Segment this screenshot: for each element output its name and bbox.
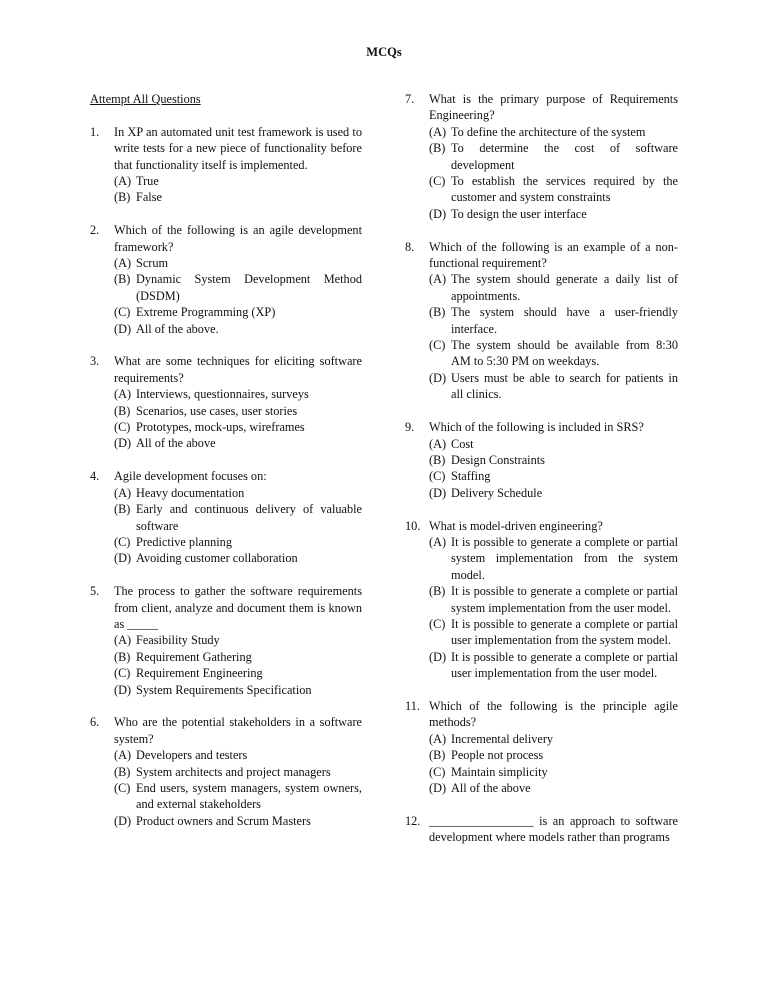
option-text: It is possible to generate a complete or partial user implementation from the user model. [451,649,678,681]
option-text: The system should be available from 8:30 AM to 5:30 PM on weekdays. [451,338,678,369]
option-label: (C) [429,174,446,189]
answer-option [429,649,678,682]
option-text: Predictive planning [136,534,232,549]
answer-option [114,747,362,763]
question-text: The process to gather the software requirements from client, analyze and document them is known as _____ [114,584,362,631]
answer-option [429,140,678,173]
question-item [405,419,678,501]
question-body [114,583,362,698]
question-text: Who are the potential stakeholders in a software system? [114,715,362,746]
option-label: (C) [429,469,446,484]
option-label: (C) [114,780,131,795]
answer-option [429,452,678,468]
question-text: What are some techniques for eliciting software requirements? [114,354,362,385]
question-number: 4. [90,469,100,484]
option-text: Prototypes, mock-ups, wireframes [136,420,305,435]
page-title: MCQs [366,45,402,59]
question-item [405,813,678,846]
option-label: (D) [114,436,132,451]
answer-option [429,764,678,780]
option-label: (C) [114,420,131,435]
question-list [90,124,362,829]
option-text: Design Constraints [451,452,545,467]
answer-option [114,386,362,402]
question-item [90,468,362,566]
answer-option [114,649,362,665]
option-text: Staffing [451,469,491,484]
option-label: (B) [429,452,446,467]
option-text: The system should have a user-friendly interface. [451,305,678,336]
answer-option [429,370,678,403]
right-column [405,91,678,862]
option-text: Early and continuous delivery of valuable software [136,502,362,533]
option-label: (A) [114,748,132,763]
question-item [90,583,362,698]
option-text: To establish the services required by the customer and system constraints [451,174,678,205]
answer-option [114,271,362,304]
option-label: (A) [429,436,447,451]
option-label: (A) [114,174,132,189]
option-label: (B) [429,748,446,763]
question-text: Which of the following is an agile development framework? [114,223,362,254]
answer-option [114,173,362,189]
option-label: (B) [429,141,446,156]
answer-option [429,436,678,452]
answer-option [429,731,678,747]
option-label: (D) [114,321,132,336]
question-body [429,698,678,796]
answer-option [114,403,362,419]
question-text: Which of the following is an example of a non-functional requirement? [429,239,678,271]
question-number: 9. [405,420,415,435]
answer-option [429,337,678,370]
option-label: (B) [114,649,131,664]
answer-option [429,780,678,796]
option-label: (C) [429,616,446,631]
option-label: (D) [114,813,132,828]
answer-option [429,747,678,763]
answer-option [429,271,678,304]
option-text: To define the architecture of the system [451,124,646,139]
option-text: Scrum [136,256,169,271]
option-text: People not process [451,748,544,763]
answer-option [429,124,678,140]
answer-option [114,550,362,566]
question-list [405,91,678,846]
option-label: (B) [114,272,131,287]
option-text: Scenarios, use cases, user stories [136,403,298,418]
answer-option [114,780,362,813]
option-text: It is possible to generate a complete or partial system implementation from the user model. [451,584,678,615]
answer-option [114,255,362,271]
option-label: (D) [429,370,447,385]
option-label: (B) [114,190,131,205]
option-text: True [136,174,159,189]
option-text: End users, system managers, system owners, and external stakeholders [136,780,362,812]
question-item [90,222,362,337]
question-body [114,353,362,451]
answer-option [429,485,678,501]
option-label: (C) [429,338,446,353]
option-text: It is possible to generate a complete or partial system implementation from the system model. [451,534,678,582]
option-label: (B) [114,403,131,418]
question-body [114,714,362,829]
option-label: (C) [114,666,131,681]
option-label: (C) [429,764,446,779]
answer-option [114,419,362,435]
answer-option [114,501,362,534]
option-label: (D) [429,781,447,795]
option-label: (D) [429,485,447,500]
question-body [429,518,678,682]
answer-option [429,616,678,649]
answer-option [429,304,678,337]
question-number: 11. [405,698,420,713]
option-text: To determine the cost of software development [451,141,678,172]
question-text: In XP an automated unit test framework is used to write tests for a new piece of functionality before that functionality itself is implemented. [114,124,362,172]
option-text: All of the above [136,436,216,451]
answer-option [114,632,362,648]
question-body [114,124,362,206]
option-text: Extreme Programming (XP) [136,305,276,320]
answer-option [429,173,678,206]
option-label: (A) [429,124,447,139]
option-text: Dynamic System Development Method (DSDM) [136,272,362,303]
option-text: Heavy documentation [136,485,245,500]
option-text: Feasibility Study [136,633,220,648]
question-number: 2. [90,223,100,238]
answer-option [114,665,362,681]
option-text: False [136,190,162,205]
option-text: All of the above [451,781,531,795]
option-label: (D) [114,551,132,566]
answer-option [429,534,678,583]
option-label: (B) [429,305,446,320]
option-text: Requirement Engineering [136,666,263,681]
question-number: 3. [90,354,100,369]
question-text: What is the primary purpose of Requirements Engineering? [429,92,678,123]
answer-option [429,583,678,616]
option-text: Developers and testers [136,748,248,763]
option-label: (A) [114,485,132,500]
option-label: (B) [114,764,131,779]
question-body [429,813,678,846]
answer-option [429,468,678,484]
option-label: (A) [114,633,132,648]
question-item [405,698,678,796]
answer-option [114,435,362,451]
option-text: Incremental delivery [451,731,554,746]
option-label: (A) [429,731,447,746]
question-text: Agile development focuses on: [114,469,267,484]
option-text: Cost [451,436,474,451]
answer-option [114,813,362,829]
question-item [90,714,362,829]
option-text: Interviews, questionnaires, surveys [136,387,309,402]
answer-option [114,304,362,320]
question-item [90,124,362,206]
option-label: (D) [429,649,447,664]
question-text: Which of the following is the principle agile methods? [429,698,678,730]
option-text: Product owners and Scrum Masters [136,813,311,828]
question-body [429,419,678,501]
option-label: (C) [114,534,131,549]
option-text: System Requirements Specification [136,682,312,697]
instruction-heading: Attempt All Questions [90,92,201,106]
question-number: 1. [90,124,100,139]
question-text: Which of the following is included in SRS? [429,420,644,435]
option-text: To design the user interface [451,206,587,221]
option-label: (B) [429,584,446,599]
option-text: Maintain simplicity [451,764,548,779]
option-text: All of the above. [136,321,219,336]
option-text: Users must be able to search for patients in all clinics. [451,370,678,402]
question-item [405,239,678,403]
question-body [114,468,362,566]
option-text: System architects and project managers [136,764,331,779]
answer-option [114,321,362,337]
answer-option [114,485,362,501]
option-label: (B) [114,502,131,517]
question-number: 7. [405,92,415,106]
answer-option [429,206,678,222]
answer-option [114,189,362,205]
option-label: (D) [429,206,447,221]
question-text: _________________ is an approach to software development where models rather than programs [429,813,678,845]
option-label: (D) [114,682,132,697]
question-item [90,353,362,451]
question-body [114,222,362,337]
option-label: (A) [429,272,447,287]
option-label: (A) [114,256,132,271]
question-body [429,91,678,222]
answer-option [114,682,362,698]
answer-option [114,534,362,550]
question-number: 12. [405,813,421,828]
question-number: 5. [90,584,100,599]
option-text: It is possible to generate a complete or partial user implementation from the system model. [451,616,678,648]
question-number: 6. [90,715,100,730]
option-label: (A) [429,534,447,549]
question-body [429,239,678,403]
question-number: 8. [405,239,415,254]
option-text: The system should generate a daily list of appointments. [451,272,678,303]
option-text: Requirement Gathering [136,649,252,664]
option-label: (C) [114,305,131,320]
answer-option [114,764,362,780]
left-column [90,91,362,846]
option-text: Delivery Schedule [451,485,543,500]
option-text: Avoiding customer collaboration [136,551,298,566]
question-number: 10. [405,518,421,533]
question-text: What is model-driven engineering? [429,518,603,533]
question-item [405,518,678,682]
question-item [405,91,678,222]
option-label: (A) [114,387,132,402]
